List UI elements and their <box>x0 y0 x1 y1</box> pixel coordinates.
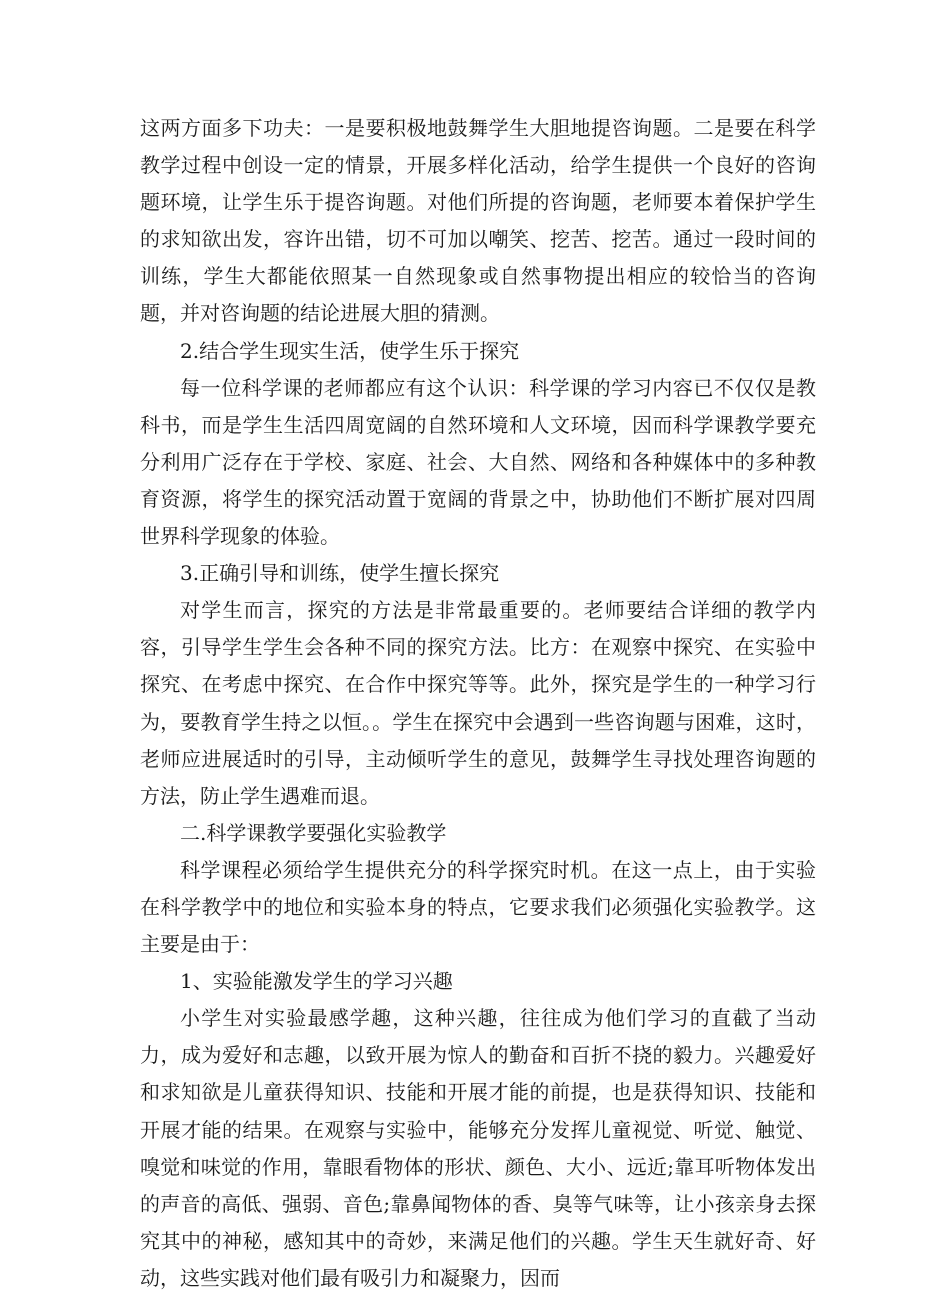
section-heading: 1、实验能激发学生的学习兴趣 <box>180 969 453 994</box>
paragraph-body: 科学课程必须给学生提供充分的科学探究时机。在这一点上，由于实验在科学教学中的地位和实验本身的特点，它要求我们必须强化实验教学。这主要是由于： <box>140 857 816 957</box>
section-heading: 二.科学课教学要强化实验教学 <box>180 820 447 845</box>
section-heading: 3.正确引导和训练，使学生擅长探究 <box>180 561 500 586</box>
paragraph-body: 每一位科学课的老师都应有这个认识：科学课的学习内容已不仅仅是教科书，而是学生生活四周宽阔的自然环境和人文环境，因而科学课教学要充分利用广泛存在于学校、家庭、社会、大自然、网络和各种媒体中的多种教育资源，将学生的探究活动置于宽阔的背景之中，协助他们不断扩展对四周世界科学现象的体验。 <box>140 375 816 549</box>
paragraph-body: 这两方面多下功夫：一是要积极地鼓舞学生大胆地提咨询题。二是要在科学教学过程中创设一定的情景，开展多样化活动，给学生提供一个良好的咨询题环境，让学生乐于提咨询题。对他们所提的咨询题，老师要本着保护学生的求知欲出发，容许出错，切不可加以嘲笑、挖苦、挖苦。通过一段时间的训练，学生大都能依照某一自然现象或自然事物提出相应的较恰当的咨询题，并对咨询题的结论进展大胆的猜测。 <box>140 116 816 326</box>
section-heading: 2.结合学生现实生活，使学生乐于探究 <box>180 338 520 363</box>
document-body <box>140 110 816 1297</box>
paragraph-body: 小学生对实验最感学趣，这种兴趣，往往成为他们学习的直截了当动力，成为爱好和志趣，以致开展为惊人的勤奋和百折不挠的毅力。兴趣爱好和求知欲是儿童获得知识、技能和开展才能的前提，也是获得知识、技能和开展才能的结果。在观察与实验中，能够充分发挥儿童视觉、听觉、触觉、嗅觉和味觉的作用，靠眼看物体的形状、颜色、大小、远近;靠耳听物体发出的声音的高低、强弱、音色;靠鼻闻物体的香、臭等气味等，让小孩亲身去探究其中的神秘，感知其中的奇妙，来满足他们的兴趣。学生天生就好奇、好动，这些实践对他们最有吸引力和凝聚力，因而 <box>140 1006 816 1290</box>
paragraph-body: 对学生而言，探究的方法是非常最重要的。老师要结合详细的教学内容，引导学生学生会各种不同的探究方法。比方：在观察中探究、在实验中探究、在考虑中探究、在合作中探究等等。此外，探究是学生的一种学习行为，要教育学生持之以恒。。学生在探究中会遇到一些咨询题与困难，这时，老师应进展适时的引导，主动倾听学生的意见，鼓舞学生寻找处理咨询题的方法，防止学生遇难而退。 <box>140 598 816 808</box>
